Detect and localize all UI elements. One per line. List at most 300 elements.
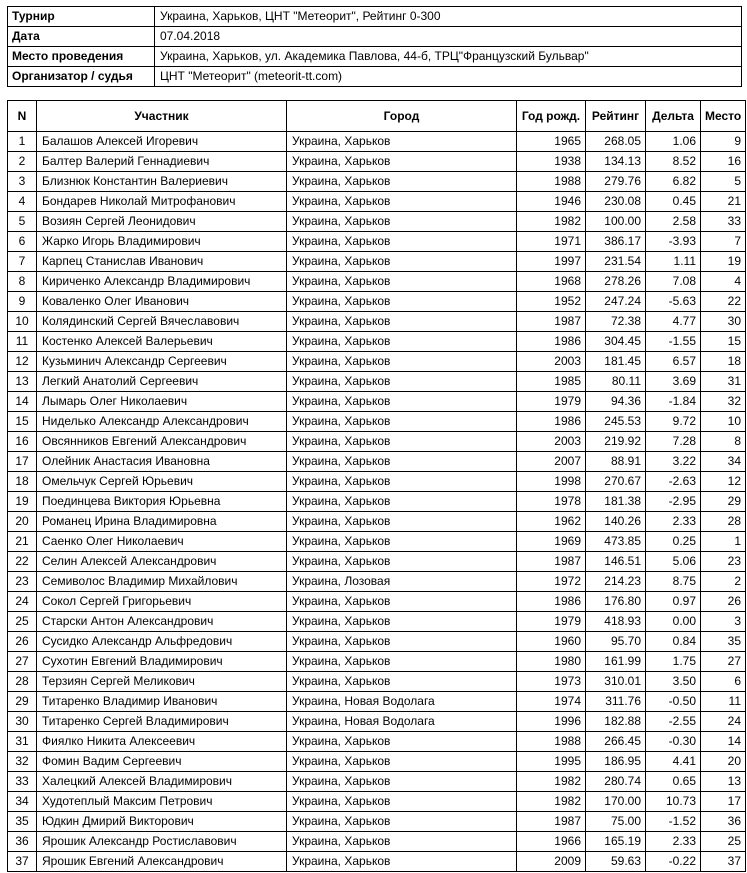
cell-place: 13 <box>701 772 746 792</box>
cell-delta: 2.33 <box>646 512 701 532</box>
cell-city: Украина, Харьков <box>287 132 517 152</box>
cell-birth-year: 1962 <box>517 512 586 532</box>
cell-participant: Балтер Валерий Геннадиевич <box>37 152 287 172</box>
cell-delta: 8.52 <box>646 152 701 172</box>
cell-place: 21 <box>701 192 746 212</box>
cell-n: 29 <box>8 692 37 712</box>
cell-place: 4 <box>701 272 746 292</box>
cell-n: 34 <box>8 792 37 812</box>
cell-place: 3 <box>701 612 746 632</box>
cell-delta: 2.58 <box>646 212 701 232</box>
cell-n: 14 <box>8 392 37 412</box>
cell-n: 19 <box>8 492 37 512</box>
cell-n: 32 <box>8 752 37 772</box>
table-row <box>8 792 746 812</box>
cell-rating: 418.93 <box>586 612 646 632</box>
cell-delta: -0.22 <box>646 852 701 872</box>
cell-participant: Кузьминич Александр Сергеевич <box>37 352 287 372</box>
cell-city: Украина, Харьков <box>287 152 517 172</box>
cell-birth-year: 1982 <box>517 772 586 792</box>
cell-rating: 88.91 <box>586 452 646 472</box>
cell-n: 6 <box>8 232 37 252</box>
cell-birth-year: 1978 <box>517 492 586 512</box>
cell-birth-year: 1982 <box>517 212 586 232</box>
cell-delta: 2.33 <box>646 832 701 852</box>
cell-rating: 266.45 <box>586 732 646 752</box>
cell-participant: Семиволос Владимир Михайлович <box>37 572 287 592</box>
cell-participant: Бондарев Николай Митрофанович <box>37 192 287 212</box>
col-header-delta[interactable]: Дельта <box>646 101 701 132</box>
table-row <box>8 732 746 752</box>
cell-n: 11 <box>8 332 37 352</box>
table-row <box>8 312 746 332</box>
date-value: 07.04.2018 <box>155 27 742 47</box>
cell-rating: 280.74 <box>586 772 646 792</box>
info-row-venue <box>8 47 742 67</box>
cell-participant: Романец Ирина Владимировна <box>37 512 287 532</box>
cell-rating: 310.01 <box>586 672 646 692</box>
cell-n: 30 <box>8 712 37 732</box>
cell-n: 9 <box>8 292 37 312</box>
cell-n: 17 <box>8 452 37 472</box>
cell-participant: Фиялко Никита Алексеевич <box>37 732 287 752</box>
tournament-label: Турнир <box>8 7 155 27</box>
cell-delta: -5.63 <box>646 292 701 312</box>
venue-label: Место проведения <box>8 47 155 67</box>
cell-delta: 10.73 <box>646 792 701 812</box>
cell-delta: 3.69 <box>646 372 701 392</box>
cell-birth-year: 1996 <box>517 712 586 732</box>
info-row-organizer <box>8 67 742 87</box>
cell-place: 18 <box>701 352 746 372</box>
cell-birth-year: 1988 <box>517 172 586 192</box>
cell-n: 13 <box>8 372 37 392</box>
cell-birth-year: 1946 <box>517 192 586 212</box>
cell-place: 34 <box>701 452 746 472</box>
cell-place: 35 <box>701 632 746 652</box>
cell-participant: Лымарь Олег Николаевич <box>37 392 287 412</box>
header-row <box>8 101 746 132</box>
cell-birth-year: 1960 <box>517 632 586 652</box>
cell-city: Украина, Харьков <box>287 852 517 872</box>
cell-rating: 176.80 <box>586 592 646 612</box>
table-row <box>8 252 746 272</box>
cell-n: 4 <box>8 192 37 212</box>
cell-rating: 134.13 <box>586 152 646 172</box>
cell-place: 15 <box>701 332 746 352</box>
table-row <box>8 572 746 592</box>
cell-city: Украина, Харьков <box>287 832 517 852</box>
cell-place: 27 <box>701 652 746 672</box>
table-row <box>8 692 746 712</box>
cell-rating: 386.17 <box>586 232 646 252</box>
cell-participant: Балашов Алексей Игоревич <box>37 132 287 152</box>
cell-city: Украина, Харьков <box>287 252 517 272</box>
cell-rating: 270.67 <box>586 472 646 492</box>
cell-city: Украина, Харьков <box>287 212 517 232</box>
col-header-rating[interactable]: Рейтинг <box>586 101 646 132</box>
cell-birth-year: 1986 <box>517 332 586 352</box>
cell-city: Украина, Харьков <box>287 772 517 792</box>
cell-n: 10 <box>8 312 37 332</box>
cell-n: 5 <box>8 212 37 232</box>
col-header-n[interactable]: N <box>8 101 37 132</box>
cell-n: 36 <box>8 832 37 852</box>
cell-birth-year: 1987 <box>517 552 586 572</box>
cell-n: 25 <box>8 612 37 632</box>
table-row <box>8 712 746 732</box>
cell-city: Украина, Харьков <box>287 452 517 472</box>
table-row <box>8 832 746 852</box>
cell-rating: 95.70 <box>586 632 646 652</box>
cell-place: 24 <box>701 712 746 732</box>
cell-participant: Худотеплый Максим Петрович <box>37 792 287 812</box>
table-row <box>8 772 746 792</box>
table-row <box>8 812 746 832</box>
cell-delta: -3.93 <box>646 232 701 252</box>
table-row <box>8 292 746 312</box>
cell-rating: 304.45 <box>586 332 646 352</box>
cell-city: Украина, Харьков <box>287 652 517 672</box>
cell-rating: 245.53 <box>586 412 646 432</box>
cell-participant: Титаренко Сергей Владимирович <box>37 712 287 732</box>
cell-birth-year: 1969 <box>517 532 586 552</box>
cell-rating: 100.00 <box>586 212 646 232</box>
cell-city: Украина, Харьков <box>287 392 517 412</box>
table-row <box>8 232 746 252</box>
cell-participant: Омельчук Сергей Юрьевич <box>37 472 287 492</box>
cell-rating: 170.00 <box>586 792 646 812</box>
cell-delta: 3.50 <box>646 672 701 692</box>
cell-n: 20 <box>8 512 37 532</box>
cell-n: 33 <box>8 772 37 792</box>
cell-birth-year: 1980 <box>517 652 586 672</box>
cell-rating: 59.63 <box>586 852 646 872</box>
cell-rating: 182.88 <box>586 712 646 732</box>
cell-rating: 146.51 <box>586 552 646 572</box>
cell-place: 30 <box>701 312 746 332</box>
table-row <box>8 392 746 412</box>
cell-delta: 7.08 <box>646 272 701 292</box>
table-row <box>8 512 746 532</box>
cell-birth-year: 1998 <box>517 472 586 492</box>
cell-participant: Сухотин Евгений Владимирович <box>37 652 287 672</box>
cell-city: Украина, Лозовая <box>287 572 517 592</box>
cell-n: 35 <box>8 812 37 832</box>
cell-place: 12 <box>701 472 746 492</box>
cell-birth-year: 1965 <box>517 132 586 152</box>
cell-n: 21 <box>8 532 37 552</box>
cell-place: 29 <box>701 492 746 512</box>
cell-n: 15 <box>8 412 37 432</box>
cell-place: 23 <box>701 552 746 572</box>
cell-city: Украина, Харьков <box>287 752 517 772</box>
cell-birth-year: 1979 <box>517 392 586 412</box>
cell-n: 12 <box>8 352 37 372</box>
cell-rating: 279.76 <box>586 172 646 192</box>
cell-delta: 5.06 <box>646 552 701 572</box>
cell-city: Украина, Харьков <box>287 612 517 632</box>
organizer-value: ЦНТ "Метеорит" (meteorit-tt.com) <box>155 67 742 87</box>
cell-city: Украина, Харьков <box>287 592 517 612</box>
table-row <box>8 432 746 452</box>
cell-place: 10 <box>701 412 746 432</box>
cell-place: 19 <box>701 252 746 272</box>
cell-birth-year: 1995 <box>517 752 586 772</box>
cell-n: 22 <box>8 552 37 572</box>
cell-place: 25 <box>701 832 746 852</box>
cell-participant: Фомин Вадим Сергеевич <box>37 752 287 772</box>
cell-birth-year: 1972 <box>517 572 586 592</box>
cell-delta: -2.63 <box>646 472 701 492</box>
cell-city: Украина, Харьков <box>287 632 517 652</box>
cell-city: Украина, Харьков <box>287 172 517 192</box>
cell-place: 9 <box>701 132 746 152</box>
cell-place: 6 <box>701 672 746 692</box>
cell-place: 2 <box>701 572 746 592</box>
cell-birth-year: 1968 <box>517 272 586 292</box>
cell-delta: -2.55 <box>646 712 701 732</box>
cell-delta: 0.97 <box>646 592 701 612</box>
cell-participant: Легкий Анатолий Сергеевич <box>37 372 287 392</box>
cell-delta: -2.95 <box>646 492 701 512</box>
cell-rating: 311.76 <box>586 692 646 712</box>
cell-place: 16 <box>701 152 746 172</box>
cell-n: 16 <box>8 432 37 452</box>
venue-value: Украина, Харьков, ул. Академика Павлова, 44-б, ТРЦ"Французский Бульвар" <box>155 47 742 67</box>
cell-delta: 4.41 <box>646 752 701 772</box>
cell-place: 36 <box>701 812 746 832</box>
cell-delta: -1.84 <box>646 392 701 412</box>
col-header-birth-year[interactable]: Год рожд. <box>517 101 586 132</box>
cell-birth-year: 1988 <box>517 732 586 752</box>
cell-participant: Олейник Анастасия Ивановна <box>37 452 287 472</box>
cell-delta: -0.50 <box>646 692 701 712</box>
cell-participant: Ниделько Александр Александрович <box>37 412 287 432</box>
cell-city: Украина, Харьков <box>287 492 517 512</box>
cell-participant: Ярошик Евгений Александрович <box>37 852 287 872</box>
table-row <box>8 272 746 292</box>
col-header-city[interactable]: Город <box>287 101 517 132</box>
cell-place: 8 <box>701 432 746 452</box>
cell-rating: 72.38 <box>586 312 646 332</box>
cell-birth-year: 1973 <box>517 672 586 692</box>
cell-rating: 94.36 <box>586 392 646 412</box>
cell-birth-year: 1982 <box>517 792 586 812</box>
table-row <box>8 172 746 192</box>
cell-birth-year: 1997 <box>517 252 586 272</box>
cell-birth-year: 1987 <box>517 312 586 332</box>
table-row <box>8 592 746 612</box>
table-row <box>8 132 746 152</box>
results-body <box>8 132 746 872</box>
cell-rating: 161.99 <box>586 652 646 672</box>
cell-city: Украина, Новая Водолага <box>287 712 517 732</box>
cell-city: Украина, Харьков <box>287 232 517 252</box>
cell-delta: -1.55 <box>646 332 701 352</box>
table-row <box>8 752 746 772</box>
cell-rating: 473.85 <box>586 532 646 552</box>
cell-n: 2 <box>8 152 37 172</box>
table-row <box>8 192 746 212</box>
cell-city: Украина, Харьков <box>287 812 517 832</box>
cell-delta: 8.75 <box>646 572 701 592</box>
cell-rating: 80.11 <box>586 372 646 392</box>
cell-place: 26 <box>701 592 746 612</box>
tournament-value: Украина, Харьков, ЦНТ "Метеорит", Рейтинг 0-300 <box>155 7 742 27</box>
cell-place: 17 <box>701 792 746 812</box>
info-row-tournament <box>8 7 742 27</box>
cell-birth-year: 1979 <box>517 612 586 632</box>
cell-birth-year: 1971 <box>517 232 586 252</box>
cell-participant: Саенко Олег Николаевич <box>37 532 287 552</box>
cell-city: Украина, Харьков <box>287 292 517 312</box>
cell-delta: 0.84 <box>646 632 701 652</box>
cell-delta: 6.82 <box>646 172 701 192</box>
organizer-label: Организатор / судья <box>8 67 155 87</box>
cell-birth-year: 1985 <box>517 372 586 392</box>
table-row <box>8 852 746 872</box>
cell-place: 1 <box>701 532 746 552</box>
cell-rating: 186.95 <box>586 752 646 772</box>
cell-n: 7 <box>8 252 37 272</box>
cell-city: Украина, Харьков <box>287 552 517 572</box>
cell-place: 22 <box>701 292 746 312</box>
cell-rating: 181.38 <box>586 492 646 512</box>
cell-delta: 4.77 <box>646 312 701 332</box>
cell-participant: Овсянников Евгений Александрович <box>37 432 287 452</box>
col-header-place[interactable]: Место <box>701 101 746 132</box>
cell-place: 31 <box>701 372 746 392</box>
cell-rating: 268.05 <box>586 132 646 152</box>
cell-birth-year: 2007 <box>517 452 586 472</box>
table-row <box>8 452 746 472</box>
cell-place: 37 <box>701 852 746 872</box>
tournament-info-table <box>7 6 742 87</box>
cell-birth-year: 2003 <box>517 352 586 372</box>
cell-delta: 1.11 <box>646 252 701 272</box>
table-row <box>8 332 746 352</box>
cell-participant: Халецкий Алексей Владимирович <box>37 772 287 792</box>
cell-delta: 0.45 <box>646 192 701 212</box>
cell-delta: 0.65 <box>646 772 701 792</box>
cell-rating: 219.92 <box>586 432 646 452</box>
table-row <box>8 212 746 232</box>
table-row <box>8 632 746 652</box>
cell-delta: 1.06 <box>646 132 701 152</box>
cell-participant: Юдкин Дмирий Викторович <box>37 812 287 832</box>
cell-delta: 9.72 <box>646 412 701 432</box>
cell-participant: Сокол Сергей Григорьевич <box>37 592 287 612</box>
cell-city: Украина, Харьков <box>287 792 517 812</box>
cell-rating: 181.45 <box>586 352 646 372</box>
cell-n: 23 <box>8 572 37 592</box>
date-label: Дата <box>8 27 155 47</box>
cell-rating: 75.00 <box>586 812 646 832</box>
table-row <box>8 552 746 572</box>
cell-birth-year: 1986 <box>517 592 586 612</box>
cell-birth-year: 2009 <box>517 852 586 872</box>
cell-birth-year: 2003 <box>517 432 586 452</box>
info-row-date <box>8 27 742 47</box>
cell-place: 28 <box>701 512 746 532</box>
cell-participant: Поединцева Виктория Юрьевна <box>37 492 287 512</box>
cell-place: 5 <box>701 172 746 192</box>
cell-city: Украина, Харьков <box>287 512 517 532</box>
cell-participant: Старски Антон Александрович <box>37 612 287 632</box>
cell-place: 14 <box>701 732 746 752</box>
cell-n: 26 <box>8 632 37 652</box>
cell-n: 28 <box>8 672 37 692</box>
cell-participant: Ярошик Александр Ростиславович <box>37 832 287 852</box>
cell-city: Украина, Харьков <box>287 352 517 372</box>
cell-participant: Колядинский Сергей Вячеславович <box>37 312 287 332</box>
cell-delta: 6.57 <box>646 352 701 372</box>
cell-participant: Возиян Сергей Леонидович <box>37 212 287 232</box>
table-row <box>8 152 746 172</box>
cell-participant: Терзиян Сергей Меликович <box>37 672 287 692</box>
cell-city: Украина, Харьков <box>287 432 517 452</box>
cell-place: 20 <box>701 752 746 772</box>
cell-city: Украина, Харьков <box>287 312 517 332</box>
cell-city: Украина, Харьков <box>287 472 517 492</box>
cell-birth-year: 1986 <box>517 412 586 432</box>
cell-rating: 231.54 <box>586 252 646 272</box>
cell-delta: 0.25 <box>646 532 701 552</box>
cell-participant: Коваленко Олег Иванович <box>37 292 287 312</box>
cell-participant: Карпец Станислав Иванович <box>37 252 287 272</box>
table-row <box>8 492 746 512</box>
cell-delta: 1.75 <box>646 652 701 672</box>
cell-city: Украина, Новая Водолага <box>287 692 517 712</box>
cell-rating: 230.08 <box>586 192 646 212</box>
cell-city: Украина, Харьков <box>287 332 517 352</box>
cell-participant: Титаренко Владимир Иванович <box>37 692 287 712</box>
cell-city: Украина, Харьков <box>287 732 517 752</box>
table-row <box>8 532 746 552</box>
cell-rating: 214.23 <box>586 572 646 592</box>
cell-city: Украина, Харьков <box>287 672 517 692</box>
cell-participant: Жарко Игорь Владимирович <box>37 232 287 252</box>
cell-place: 7 <box>701 232 746 252</box>
cell-n: 37 <box>8 852 37 872</box>
cell-city: Украина, Харьков <box>287 192 517 212</box>
col-header-participant[interactable]: Участник <box>37 101 287 132</box>
cell-delta: -1.52 <box>646 812 701 832</box>
table-row <box>8 652 746 672</box>
cell-city: Украина, Харьков <box>287 532 517 552</box>
table-row <box>8 372 746 392</box>
cell-participant: Близнюк Константин Валериевич <box>37 172 287 192</box>
cell-delta: -0.30 <box>646 732 701 752</box>
cell-n: 24 <box>8 592 37 612</box>
table-row <box>8 672 746 692</box>
cell-delta: 3.22 <box>646 452 701 472</box>
cell-birth-year: 1952 <box>517 292 586 312</box>
cell-place: 33 <box>701 212 746 232</box>
cell-city: Украина, Харьков <box>287 412 517 432</box>
cell-delta: 7.28 <box>646 432 701 452</box>
cell-rating: 247.24 <box>586 292 646 312</box>
cell-participant: Костенко Алексей Валерьевич <box>37 332 287 352</box>
cell-city: Украина, Харьков <box>287 272 517 292</box>
cell-birth-year: 1938 <box>517 152 586 172</box>
results-table <box>7 100 746 872</box>
table-row <box>8 612 746 632</box>
cell-n: 1 <box>8 132 37 152</box>
cell-participant: Кириченко Александр Владимирович <box>37 272 287 292</box>
cell-birth-year: 1974 <box>517 692 586 712</box>
